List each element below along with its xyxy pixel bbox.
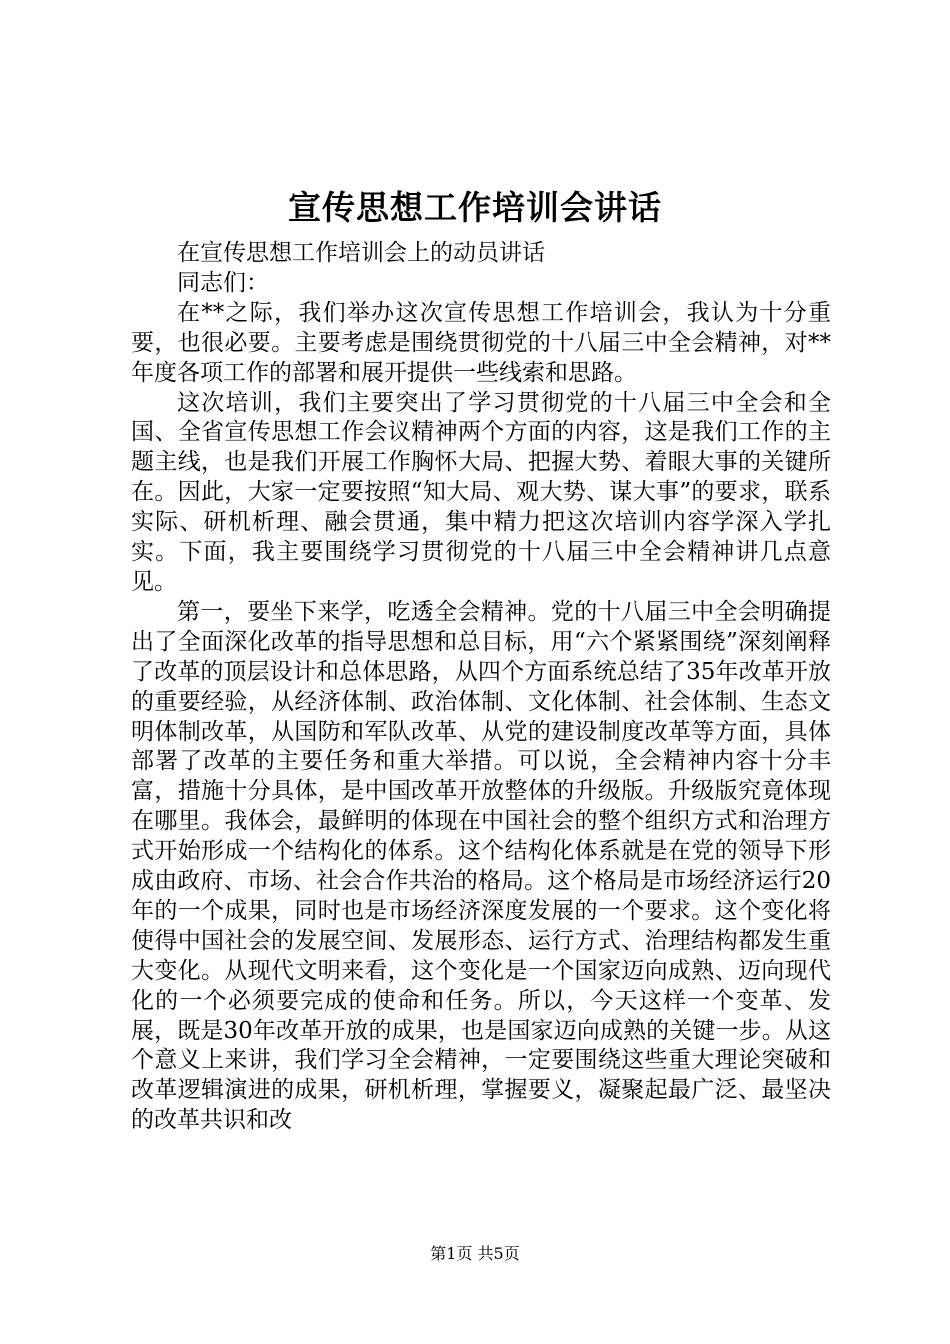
body-paragraph: 第一，要坐下来学，吃透全会精神。党的十八届三中全会明确提出了全面深化改革的指导思想和总目标，用“六个紧紧围绕”深刻阐释了改革的顶层设计和总体思路，从四个方面系统总结了35年改革开放的重要经验，从经济体制、政治体制、文化体制、社会体制、生态文明体制改革，从国防和军队改革、从党的建设制度改革等方面，具体部署了改革的主要任务和重大举措。可以说，全会精神内容十分丰富，措施十分具体，是中国改革开放整体的升级版。升级版究竟体现在哪里。我体会，最鲜明的体现在中国社会的整个组织方式和治理方式开始形成一个结构化的体系。这个结构化体系就是在党的领导下形成由政府、市场、社会合作共治的格局。这个格局是市场经济运行20年的一个成果，同时也是市场经济深度发展的一个要求。这个变化将使得中国社会的发展空间、发展形态、运行方式、治理结构都发生重大变化。从现代文明来看，这个变化是一个国家迈向成熟、迈向现代化的一个必须要完成的使命和任务。所以，今天这样一个变革、发展，既是30年改革开放的成果，也是国家迈向成熟的关键一步。从这个意义上来讲，我们学习全会精神，一定要围绕这些重大理论突破和改革逻辑演进的成果，研机析理，掌握要义，凝聚起最广泛、最坚决的改革共识和改 [131,598,831,1134]
salutation-paragraph: 同志们： [177,269,269,296]
subtitle-paragraph: 在宣传思想工作培训会上的动员讲话 [177,240,545,266]
page-number-footer: 第1页 共5页 [430,1244,520,1263]
document-title: 宣传思想工作培训会讲话 [288,188,662,227]
document-body [131,239,831,1136]
body-paragraph: 在**之际，我们举办这次宣传思想工作培训会，我认为十分重要，也很必要。主要考虑是围绕贯彻党的十八届三中全会精神，对**年度各项工作的部署和展开提供一些线索和思路。 [131,299,831,386]
body-paragraph: 这次培训，我们主要突出了学习贯彻党的十八届三中全会和全国、全省宣传思想工作会议精神两个方面的内容，这是我们工作的主题主线，也是我们开展工作胸怀大局、把握大势、着眼大事的关键所在。因此，大家一定要按照“知大局、观大势、谋大事”的要求，联系实际、研机析理、融会贯通，集中精力把这次培训内容学深入学扎实。下面，我主要围绕学习贯彻党的十八届三中全会精神讲几点意见。 [131,389,831,595]
